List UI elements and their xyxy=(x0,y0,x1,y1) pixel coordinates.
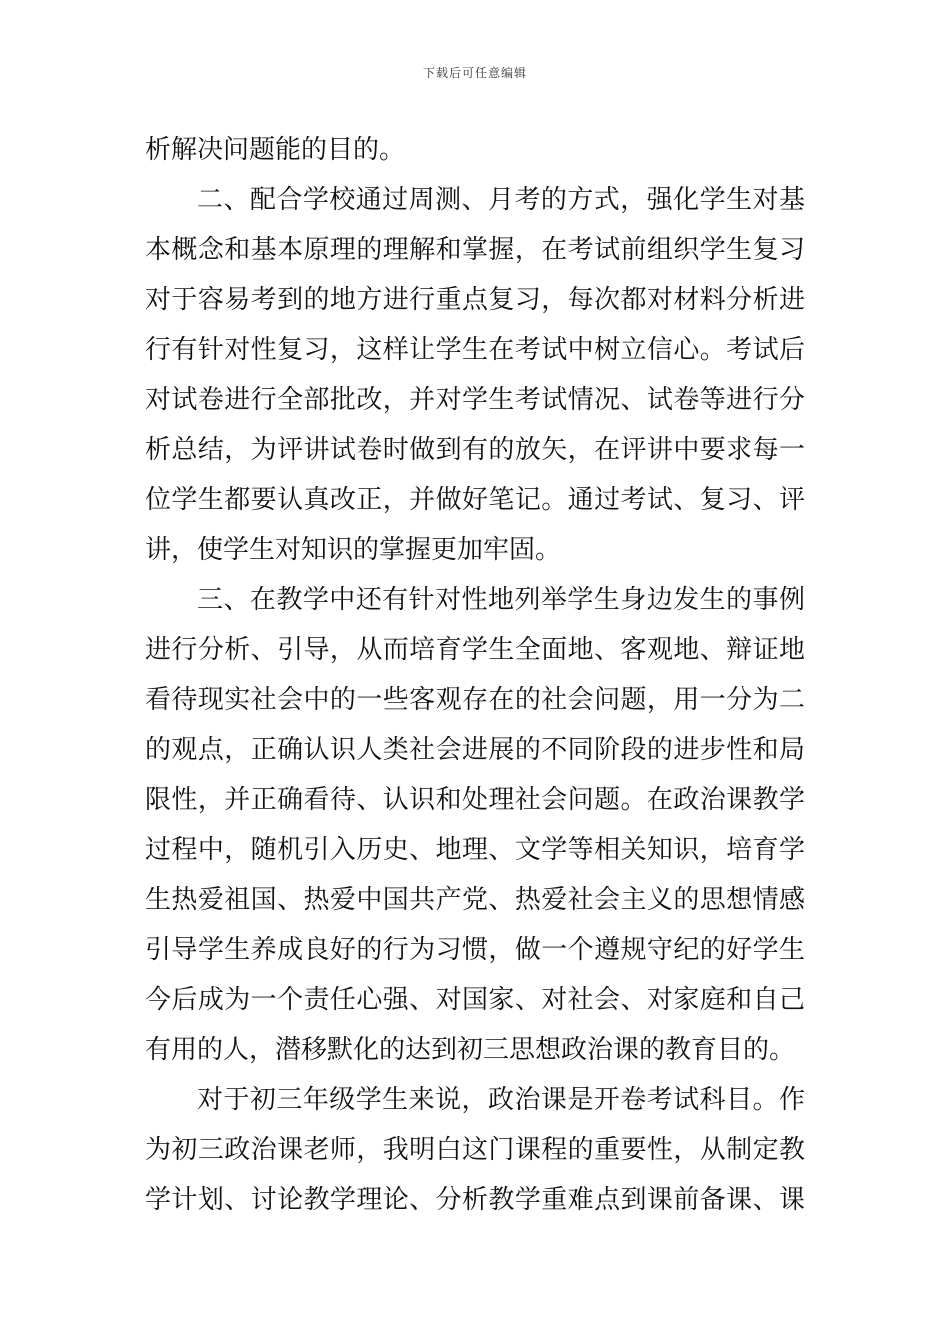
text-line: 对试卷进行全部批改，并对学生考试情况、试卷等进行分 xyxy=(145,385,805,415)
text-line: 为初三政治课老师，我明白这门课程的重要性，从制定教 xyxy=(145,1135,805,1165)
text-line: 析总结，为评讲试卷时做到有的放矢，在评讲中要求每一 xyxy=(145,435,805,465)
text-line: 有用的人，潜移默化的达到初三思想政治课的教育目的。 xyxy=(145,1035,796,1065)
text-line: 的观点，正确认识人类社会进展的不同阶段的进步性和局 xyxy=(145,735,805,765)
text-line: 位学生都要认真改正，并做好笔记。通过考试、复习、评 xyxy=(145,485,805,515)
text-line: 对于容易考到的地方进行重点复习，每次都对材料分析进 xyxy=(145,285,805,315)
paragraph-first-line: 对于初三年级学生来说，政治课是开卷考试科目。作 xyxy=(197,1085,805,1115)
text-line: 过程中，随机引入历史、地理、文学等相关知识，培育学 xyxy=(145,835,805,865)
paragraph-first-line: 二、配合学校通过周测、月考的方式，强化学生对基 xyxy=(197,185,805,215)
text-line: 本概念和基本原理的理解和掌握，在考试前组织学生复习 xyxy=(145,235,805,265)
document-body xyxy=(0,124,950,1324)
text-line: 析解决问题能的目的。 xyxy=(145,135,406,165)
text-line: 看待现实社会中的一些客观存在的社会问题，用一分为二 xyxy=(145,685,805,715)
text-line: 行有针对性复习，这样让学生在考试中树立信心。考试后 xyxy=(145,335,805,365)
text-line: 今后成为一个责任心强、对国家、对社会、对家庭和自己 xyxy=(145,985,805,1015)
paragraph-first-line: 三、在教学中还有针对性地列举学生身边发生的事例 xyxy=(197,585,805,615)
text-line: 讲，使学生对知识的掌握更加牢固。 xyxy=(145,535,562,565)
text-line: 学计划、讨论教学理论、分析教学重难点到课前备课、课 xyxy=(145,1185,805,1215)
text-line: 进行分析、引导，从而培育学生全面地、客观地、辩证地 xyxy=(145,635,805,665)
text-line: 生热爱祖国、热爱中国共产党、热爱社会主义的思想情感 xyxy=(145,885,805,915)
page-header: 下载后可任意编辑 xyxy=(422,66,527,80)
text-line: 引导学生养成良好的行为习惯，做一个遵规守纪的好学生 xyxy=(145,935,805,965)
text-line: 限性，并正确看待、认识和处理社会问题。在政治课教学 xyxy=(145,785,805,815)
